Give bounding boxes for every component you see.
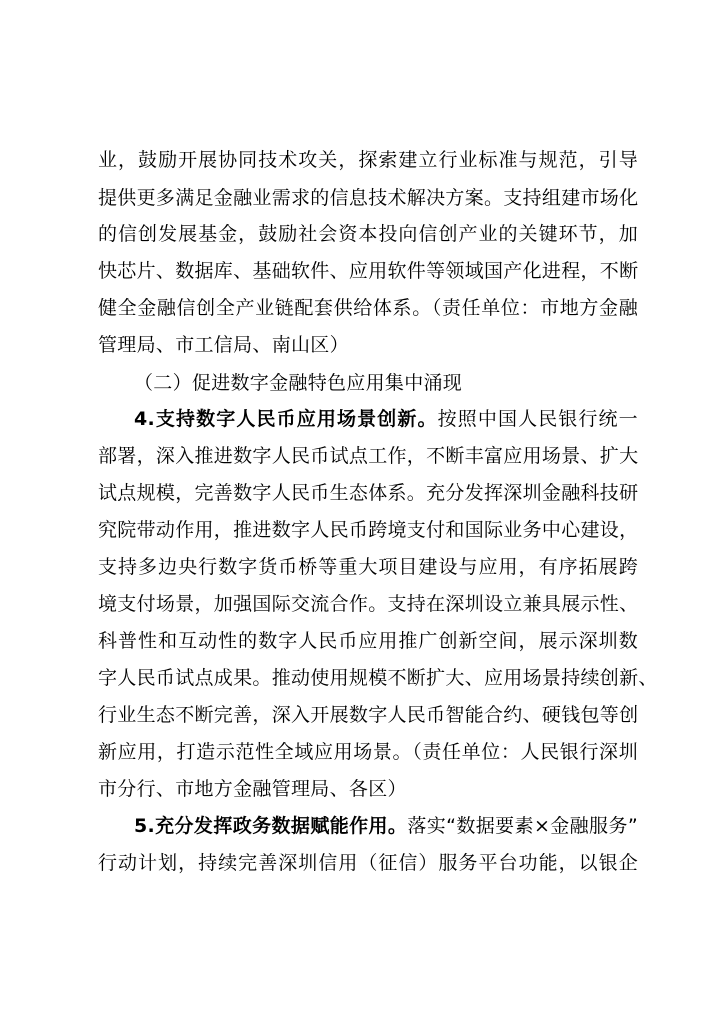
paragraph-line: 境支付场景，加强国际交流合作。支持在深圳设立兼具展示性、 [98,593,639,615]
paragraph-line: 究院带动作用，推进数字人民币跨境支付和国际业务中心建设， [98,519,639,541]
section-heading: （二）促进数字金融特色应用集中涌现 [134,372,463,394]
paragraph-line: 行业生态不断完善，深入开展数字人民币智能合约、硬钱包等创 [98,704,639,726]
paragraph-line: 快芯片、数据库、基础软件、应用软件等领域国产化进程，不断 [98,260,639,282]
paragraph-line: 健全金融信创全产业链配套供给体系。（责任单位：市地方金融 [98,297,638,319]
paragraph-line: 支持多边央行数字货币桥等重大项目建设与应用，有序拓展跨 [98,556,638,578]
paragraph-line: 新应用，打造示范性全域应用场景。（责任单位：人民银行深圳 [98,741,638,763]
paragraph-line: 部署，深入推进数字人民币试点工作，不断丰富应用场景、扩大 [98,445,639,467]
paragraph-line: 管理局、市工信局、南山区） [98,334,349,356]
paragraph-line: 市分行、市地方金融管理局、各区） [98,778,407,800]
item-5-text: 落实“数据要素×金融服务” [407,815,638,837]
paragraph-line: 的信创发展基金，鼓励社会资本投向信创产业的关键环节，加 [98,223,638,245]
item-4-title: 4.支持数字人民币应用场景创新。 [134,408,438,430]
paragraph-line: 提供更多满足金融业需求的信息技术解决方案。支持组建市场化 [98,187,639,209]
item-4-text: 按照中国人民银行统一 [437,408,638,430]
paragraph-line: 字人民币试点成果。推动使用规模不断扩大、应用场景持续创新、 [98,667,658,689]
item-4-first-line [134,406,638,432]
paragraph-line: 科普性和互动性的数字人民币应用推广创新空间，展示深圳数 [98,630,638,652]
paragraph-line: 业，鼓励开展协同技术攻关，探索建立行业标准与规范，引导 [98,149,638,171]
paragraph-line: 行动计划，持续完善深圳信用（征信）服务平台功能，以银企 [98,852,638,874]
item-5-title: 5.充分发挥政务数据赋能作用。 [134,815,408,837]
item-5-first-line [134,813,638,839]
paragraph-line: 试点规模，完善数字人民币生态体系。充分发挥深圳金融科技研 [98,482,639,504]
